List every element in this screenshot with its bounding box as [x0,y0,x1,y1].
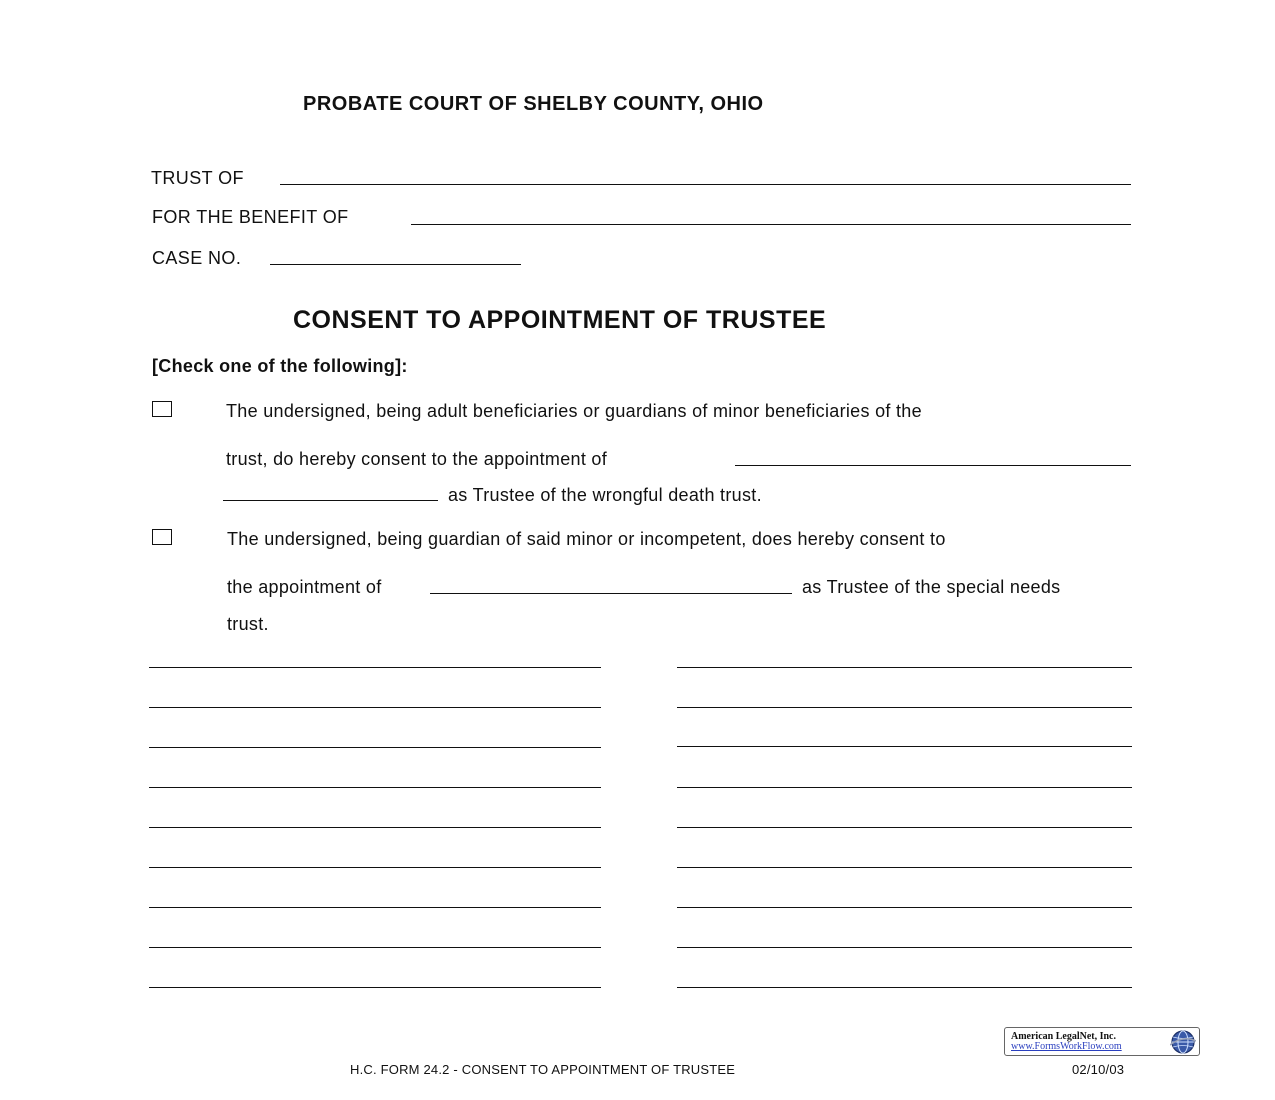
signature-line[interactable] [677,947,1132,948]
option1-checkbox[interactable] [152,401,172,417]
option2-line3: trust. [227,614,269,634]
signature-line[interactable] [149,667,601,668]
trust-of-label: TRUST OF [151,168,244,188]
benefit-of-field[interactable] [411,224,1131,225]
form-identifier: H.C. FORM 24.2 - CONSENT TO APPOINTMENT OF TRUSTEE [350,1062,736,1077]
logo-company-name: American LegalNet, Inc. [1011,1031,1116,1042]
benefit-of-label: FOR THE BENEFIT OF [152,207,349,227]
instruction-text: [Check one of the following]: [152,356,408,376]
signature-line[interactable] [677,707,1132,708]
case-no-label: CASE NO. [152,248,242,268]
option1-line1: The undersigned, being adult beneficiaries or guardians of minor beneficiaries of the [226,401,922,421]
court-name: PROBATE COURT OF SHELBY COUNTY, OHIO [303,93,764,115]
signature-line[interactable] [677,787,1132,788]
signature-line[interactable] [149,987,601,988]
globe-icon [1170,1029,1196,1055]
signature-line[interactable] [149,787,601,788]
option1-trustee-field[interactable] [735,465,1131,466]
option2-trustee-field[interactable] [430,593,792,594]
signature-line[interactable] [677,746,1132,747]
option1-trustee-field-continued[interactable] [223,500,438,501]
option1-line2: trust, do hereby consent to the appointment of [226,449,608,469]
signature-line[interactable] [677,987,1132,988]
signature-line[interactable] [149,707,601,708]
option2-checkbox[interactable] [152,529,172,545]
signature-line[interactable] [149,907,601,908]
signature-line[interactable] [149,867,601,868]
signature-line[interactable] [149,827,601,828]
form-date: 02/10/03 [1072,1062,1125,1077]
option2-line2-pre: the appointment of [227,577,382,597]
option1-line3: as Trustee of the wrongful death trust. [448,485,762,505]
case-no-field[interactable] [270,264,521,265]
signature-line[interactable] [677,867,1132,868]
signature-line[interactable] [149,947,601,948]
signature-line[interactable] [677,667,1132,668]
signature-line[interactable] [677,827,1132,828]
document-title: CONSENT TO APPOINTMENT OF TRUSTEE [293,306,827,334]
trust-of-field[interactable] [280,184,1131,185]
signature-line[interactable] [149,747,601,748]
american-legalnet-logo[interactable] [1004,1027,1200,1056]
logo-url-link[interactable]: www.FormsWorkFlow.com [1011,1041,1122,1052]
option2-line1: The undersigned, being guardian of said minor or incompetent, does hereby consent to [227,529,946,549]
option2-line2-post: as Trustee of the special needs [802,577,1061,597]
signature-line[interactable] [677,907,1132,908]
